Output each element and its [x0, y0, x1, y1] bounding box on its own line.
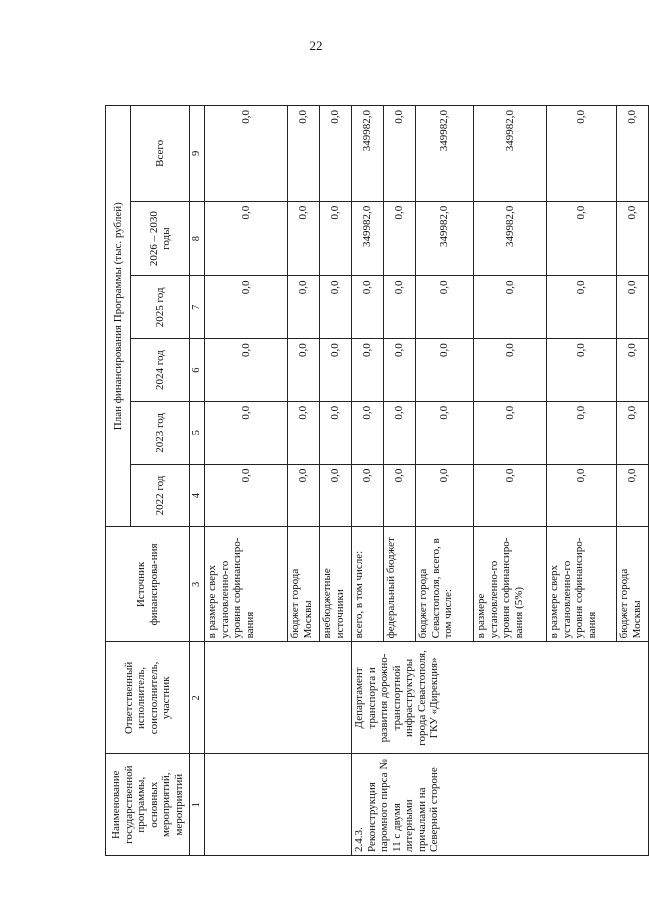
- value-cell: 0,0: [288, 201, 320, 276]
- value-cell: 0,0: [288, 106, 320, 202]
- value-cell: 349982,0: [352, 106, 384, 202]
- value-cell: 349982,0: [416, 106, 474, 202]
- value-cell: 0,0: [352, 401, 384, 464]
- value-cell: 0,0: [205, 401, 288, 464]
- value-cell: 0,0: [617, 464, 649, 527]
- empty-cell: [205, 642, 352, 754]
- value-cell: 0,0: [617, 201, 649, 276]
- col-number: 8: [190, 201, 205, 276]
- value-cell: 0,0: [320, 339, 352, 402]
- value-cell: 0,0: [416, 339, 474, 402]
- value-cell: 0,0: [320, 401, 352, 464]
- source-cell: в размере сверх установленно-го уровня софинансиро-вания: [547, 527, 617, 642]
- value-cell: 0,0: [384, 276, 416, 339]
- value-cell: 0,0: [384, 106, 416, 202]
- value-cell: 349982,0: [352, 201, 384, 276]
- col-number: 9: [190, 106, 205, 202]
- value-cell: 0,0: [416, 464, 474, 527]
- value-cell: 0,0: [205, 106, 288, 202]
- source-cell: внебюджетные источники: [320, 527, 352, 642]
- col-number: 1: [190, 754, 205, 856]
- header-year-2026-2030: 2026 – 2030 годы: [131, 201, 190, 276]
- value-cell: 0,0: [384, 401, 416, 464]
- value-cell: 0,0: [474, 464, 547, 527]
- value-cell: 0,0: [617, 276, 649, 339]
- col-number: 5: [190, 401, 205, 464]
- value-cell: 0,0: [384, 339, 416, 402]
- value-cell: 0,0: [474, 401, 547, 464]
- value-cell: 0,0: [416, 401, 474, 464]
- value-cell: 0,0: [205, 339, 288, 402]
- page-number: 22: [309, 38, 323, 53]
- source-cell: в размере сверх установленно-го уровня софинансиро-вания: [205, 527, 288, 642]
- value-cell: 0,0: [320, 106, 352, 202]
- event-name-cell: 2.4.3. Реконструкция паромного пирса № 11 с двумя литерными причалами на Северной стороне: [352, 754, 649, 856]
- value-cell: 0,0: [205, 276, 288, 339]
- empty-cell: [205, 754, 352, 856]
- value-cell: 0,0: [288, 401, 320, 464]
- column-number-row: [190, 106, 205, 856]
- source-cell: бюджет города Москвы: [617, 527, 649, 642]
- value-cell: 0,0: [547, 276, 617, 339]
- financing-table: [105, 105, 649, 856]
- value-cell: 0,0: [617, 106, 649, 202]
- value-cell: 0,0: [320, 276, 352, 339]
- value-cell: 0,0: [547, 339, 617, 402]
- header-executor: Ответственный исполнитель, соисполнитель, участник: [106, 642, 190, 754]
- source-cell: бюджет города Москвы: [288, 527, 320, 642]
- header-year-2025: 2025 год: [131, 276, 190, 339]
- value-cell: 0,0: [617, 401, 649, 464]
- header-source: Источник финансирова-ния: [106, 527, 190, 642]
- value-cell: 0,0: [547, 201, 617, 276]
- header-total: Всего: [131, 106, 190, 202]
- col-number: 3: [190, 527, 205, 642]
- event-executor-cell: Департамент транспорта и развития дорожно-транспортной инфраструктуры города Севастополя, ГКУ «Дирекция»: [352, 642, 649, 754]
- value-cell: 0,0: [384, 201, 416, 276]
- header-name: Наименование государственной программы, основных мероприятий, мероприятий: [106, 754, 190, 856]
- value-cell: 0,0: [352, 464, 384, 527]
- value-cell: 0,0: [320, 464, 352, 527]
- value-cell: 0,0: [352, 276, 384, 339]
- source-cell: федеральный бюджет: [384, 527, 416, 642]
- value-cell: 0,0: [474, 339, 547, 402]
- source-cell: всего, в том числе:: [352, 527, 384, 642]
- value-cell: 0,0: [205, 464, 288, 527]
- value-cell: 0,0: [547, 106, 617, 202]
- source-cell: бюджет города Севастополя, всего, в том числе:: [416, 527, 474, 642]
- col-number: 6: [190, 339, 205, 402]
- rotated-table-container: [105, 105, 643, 856]
- value-cell: 0,0: [288, 276, 320, 339]
- header-year-2023: 2023 год: [131, 401, 190, 464]
- value-cell: 349982,0: [474, 201, 547, 276]
- source-cell: в размере установленно-го уровня софинансиро-вания (5%): [474, 527, 547, 642]
- value-cell: 0,0: [384, 464, 416, 527]
- col-number: 2: [190, 642, 205, 754]
- value-cell: 0,0: [474, 276, 547, 339]
- value-cell: 0,0: [547, 464, 617, 527]
- table-row: [205, 106, 288, 856]
- value-cell: 0,0: [205, 201, 288, 276]
- value-cell: 0,0: [617, 339, 649, 402]
- value-cell: 0,0: [288, 464, 320, 527]
- value-cell: 0,0: [320, 201, 352, 276]
- value-cell: 0,0: [416, 276, 474, 339]
- value-cell: 0,0: [547, 401, 617, 464]
- value-cell: 349982,0: [416, 201, 474, 276]
- value-cell: 0,0: [288, 339, 320, 402]
- value-cell: 0,0: [352, 339, 384, 402]
- header-plan: План финансирования Программы (тыс. рублей): [106, 106, 131, 527]
- col-number: 4: [190, 464, 205, 527]
- header-year-2024: 2024 год: [131, 339, 190, 402]
- header-row-1: [106, 106, 131, 856]
- value-cell: 349982,0: [474, 106, 547, 202]
- col-number: 7: [190, 276, 205, 339]
- table-row: [352, 106, 384, 856]
- header-year-2022: 2022 год: [131, 464, 190, 527]
